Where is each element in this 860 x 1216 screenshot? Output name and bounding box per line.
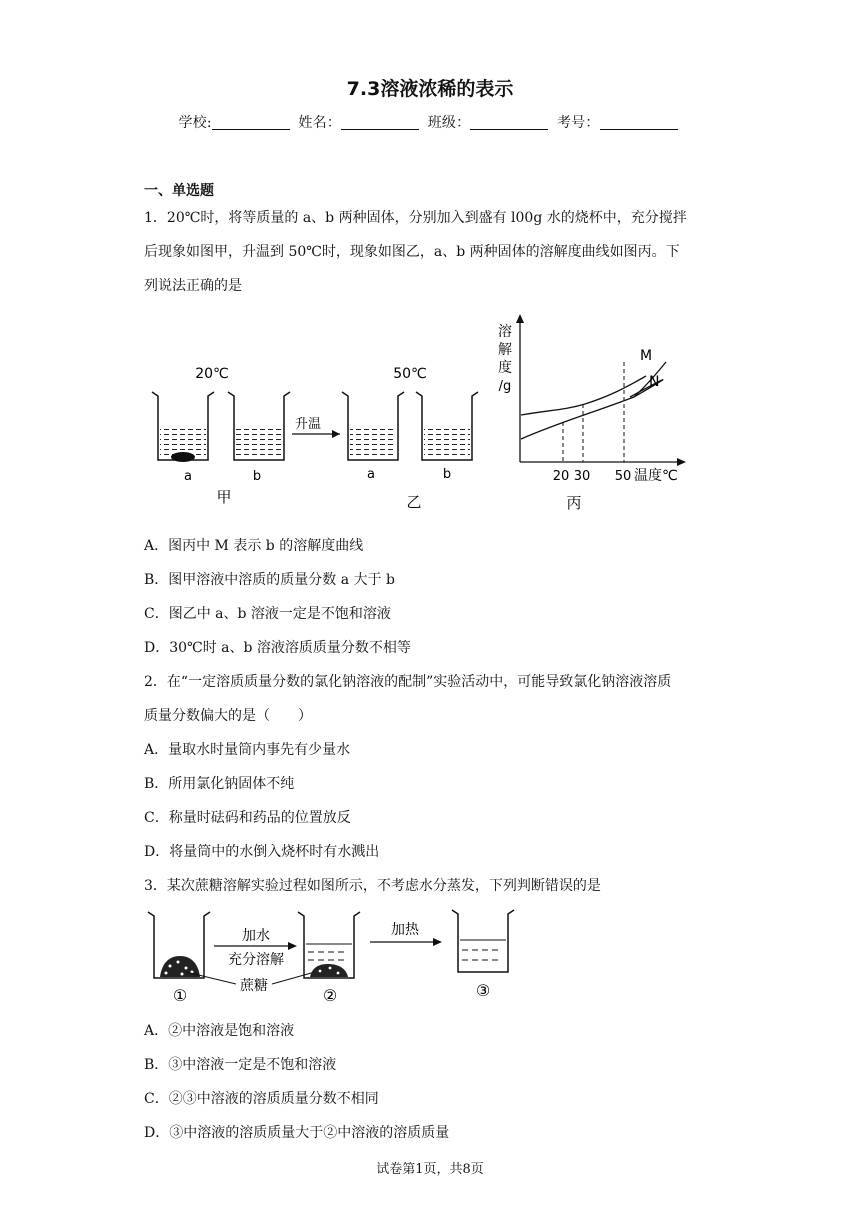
q1-stem-line1: 1．20℃时，将等质量的 a、b 两种固体，分别加入到盛有 l00g 水的烧杯中，充分搅拌	[144, 210, 687, 226]
q2-option-d: D．将量筒中的水倒入烧杯时有水溅出	[144, 844, 380, 860]
school-label: 学校:	[178, 115, 212, 131]
beaker-label-b1: b	[252, 469, 262, 484]
page-footer: 试卷第1页，共8页	[376, 1162, 484, 1177]
x-tick-50: 50	[614, 469, 632, 484]
q1-figure	[140, 312, 700, 522]
panel-yi-label: 乙	[406, 493, 422, 511]
heat-up-label: 升温	[294, 417, 322, 432]
y-label-char-1: 溶	[498, 324, 512, 340]
arrow1-top-label: 加水	[242, 928, 270, 944]
curve-m	[521, 380, 663, 439]
student-info-line	[0, 112, 860, 132]
sugar-pile-2	[310, 964, 348, 977]
beaker-jia-b	[228, 392, 290, 460]
beaker-3	[452, 910, 514, 972]
q1-option-d: D．30℃时 a、b 溶液溶质质量分数不相等	[144, 640, 411, 656]
name-blank	[341, 115, 419, 130]
x-tick-30: 30	[573, 469, 591, 484]
section-heading: 一、单选题	[144, 183, 214, 199]
arrow1-bottom-label: 充分溶解	[228, 952, 284, 968]
panel-bing-label: 丙	[566, 494, 582, 512]
q2-stem-line1: 2．在“一定溶质质量分数的氯化钠溶液的配制”实验活动中，可能导致氯化钠溶液溶质	[144, 674, 672, 690]
q1-option-a: A．图丙中 M 表示 b 的溶解度曲线	[144, 538, 364, 554]
temp-20-label: 20℃	[195, 366, 229, 382]
page-title: 7.3溶液浓稀的表示	[346, 78, 514, 100]
class-blank	[470, 115, 548, 130]
exam-number-blank	[600, 115, 678, 130]
curve-n-label: N	[649, 374, 660, 390]
label-1: ①	[172, 986, 188, 1005]
label-3: ③	[475, 981, 491, 1000]
beaker-label-b2: b	[442, 467, 452, 482]
q3-option-c: C．②③中溶液的溶质质量分数不相同	[144, 1091, 379, 1107]
temp-50-label: 50℃	[393, 366, 427, 382]
arrow-head	[332, 430, 340, 438]
x-tick-20: 20	[552, 469, 570, 484]
q3-option-d: D．③中溶液的溶质质量大于②中溶液的溶质质量	[144, 1125, 450, 1141]
q1-option-b: B．图甲溶液中溶质的质量分数 a 大于 b	[144, 572, 395, 588]
y-label-unit: /g	[498, 379, 512, 394]
beaker-label-a2: a	[367, 467, 375, 482]
q2-option-c: C．称量时砝码和药品的位置放反	[144, 810, 351, 826]
q3-figure	[140, 904, 540, 1010]
panel-jia-label: 甲	[216, 488, 232, 506]
solubility-chart	[498, 314, 686, 512]
beaker-1	[148, 912, 210, 978]
sugar-label: 蔗糖	[240, 978, 268, 994]
label-2: ②	[322, 986, 338, 1005]
q1-stem-line3: 列说法正确的是	[144, 278, 242, 294]
curve-n	[521, 376, 646, 415]
beaker-2	[298, 912, 360, 978]
name-label: 姓名：	[298, 115, 342, 131]
beaker-jia-a	[152, 392, 214, 462]
curve-m-label: M	[640, 348, 653, 364]
beaker-label-a1: a	[184, 469, 192, 484]
y-label-char-3: 度	[498, 360, 512, 376]
undissolved-solid	[171, 452, 195, 462]
q3-option-a: A．②中溶液是饱和溶液	[144, 1023, 295, 1039]
q3-stem: 3．某次蔗糖溶解实验过程如图所示，不考虑水分蒸发，下列判断错误的是	[144, 878, 601, 894]
arrow1-head	[288, 942, 297, 950]
arrow2-head	[433, 938, 442, 946]
class-label: 班级：	[427, 115, 471, 131]
arrow2-label: 加热	[391, 922, 419, 938]
y-label-char-2: 解	[498, 342, 512, 358]
exam-number-label: 考号：	[556, 115, 600, 131]
beaker-yi-a	[342, 392, 404, 460]
q2-stem-line2: 质量分数偏大的是（ ）	[144, 708, 312, 724]
q1-stem-line2: 后现象如图甲，升温到 50℃时，现象如图乙，a、b 两种固体的溶解度曲线如图丙。下	[144, 244, 680, 260]
q2-option-a: A．量取水时量筒内事先有少量水	[144, 742, 351, 758]
q2-option-b: B．所用氯化钠固体不纯	[144, 776, 295, 792]
school-blank	[212, 115, 290, 130]
beaker-yi-b	[416, 392, 478, 460]
q1-option-c: C．图乙中 a、b 溶液一定是不饱和溶液	[144, 606, 391, 622]
q3-option-b: B．③中溶液一定是不饱和溶液	[144, 1057, 337, 1073]
x-axis-label: 温度℃	[634, 468, 678, 484]
